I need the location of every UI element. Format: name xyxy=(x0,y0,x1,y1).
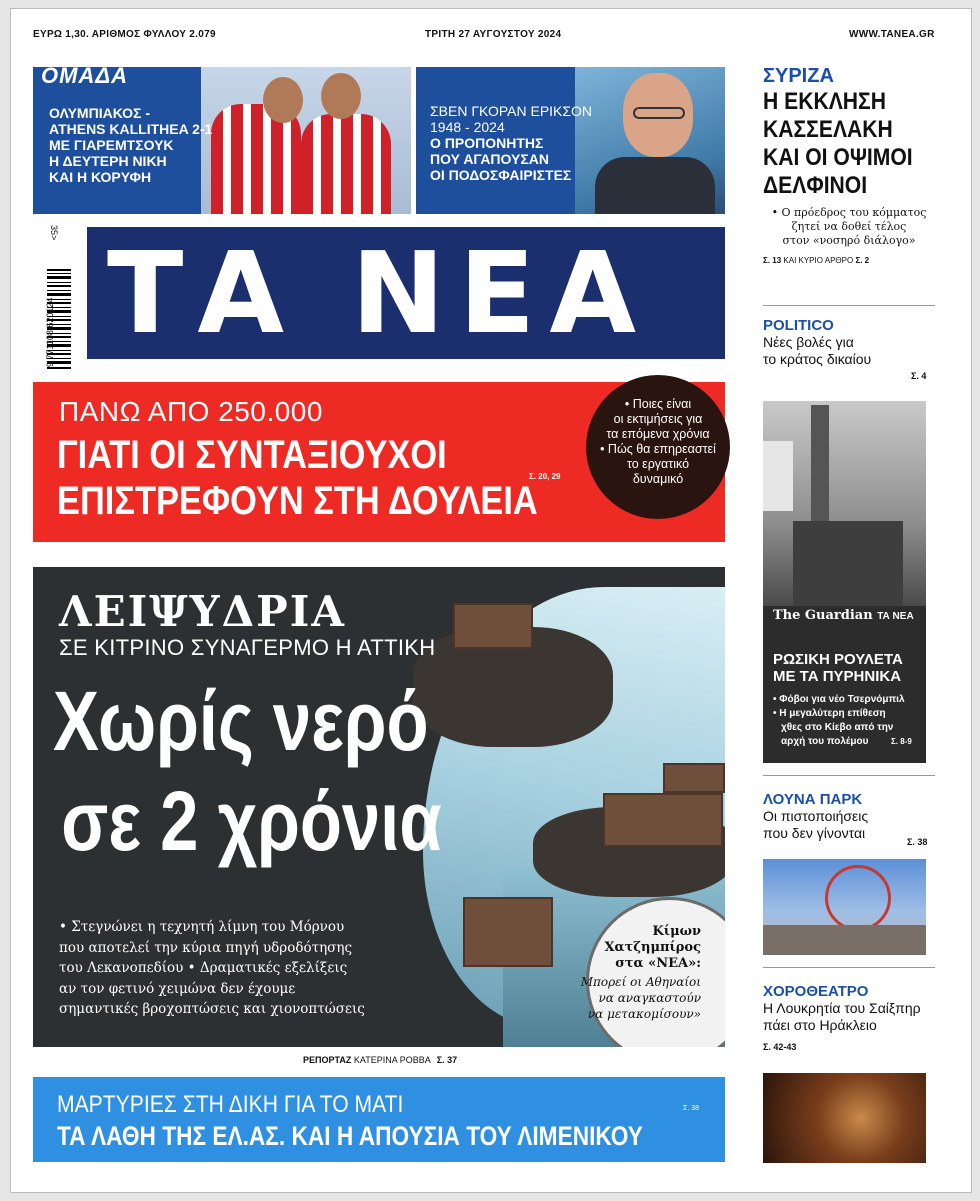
syriza-label: ΣΥΡΙΖΑ xyxy=(763,65,834,87)
masthead[interactable] xyxy=(87,227,725,359)
syriza-bullets xyxy=(763,206,935,248)
bullet-line: • Η μεγαλύτερη επίθεση xyxy=(773,708,886,719)
headline-line: ΜΕ ΤΑ ΠΥΡΗΝΙΚΑ xyxy=(773,668,902,685)
pensioners-kicker: ΠΑΝΩ ΑΠΟ 250.000 xyxy=(59,396,323,427)
syriza-page-refs xyxy=(763,256,935,265)
guardian-page-ref: Σ. 8-9 xyxy=(891,737,912,746)
guardian-headline xyxy=(773,651,903,685)
theatre-text xyxy=(763,1000,935,1034)
ferris-wheel xyxy=(825,865,891,931)
name-line: στα «ΝΕΑ»: xyxy=(615,956,701,971)
main-story-drought[interactable] xyxy=(33,567,725,1047)
byline-page: Σ. 37 xyxy=(436,1055,458,1065)
bullet-line: οι εκτιμήσεις για xyxy=(613,412,703,426)
guardian-logo-suffix: ΤΑ ΝΕΑ xyxy=(877,611,914,622)
luna-park-page-ref: Σ. 38 xyxy=(907,837,928,847)
politico-story[interactable] xyxy=(763,317,935,381)
bullet-line: χθες στο Κίεβο από την xyxy=(781,722,894,733)
name-line: Κίμων xyxy=(652,924,701,939)
bullet-line: ζητεί να δοθεί τέλος xyxy=(791,220,907,233)
teaser-line: Η ΔΕΥΤΕΡΗ ΝΙΚΗ xyxy=(49,153,167,169)
headline-line: ΡΩΣΙΚΗ ΡΟΥΛΕΤΑ xyxy=(773,651,903,668)
luna-park-label: ΛΟΥΝΑ ΠΑΡΚ xyxy=(763,791,863,808)
divider xyxy=(763,967,935,968)
pensioners-page-ref: Σ. 20, 29 xyxy=(529,472,561,481)
headline-line: ΓΙΑΤΙ ΟΙ ΣΥΝΤΑΞΙΟΥΧΟΙ xyxy=(57,433,447,477)
teaser-line: ATHENS KALLITHEA 2-1 xyxy=(49,121,213,137)
teaser-eriksson[interactable] xyxy=(416,67,725,214)
theatre-label: ΧΟΡΟΘΕΑΤΡΟ xyxy=(763,983,869,1000)
bullet-line: τα επόμενα χρόνια xyxy=(606,427,710,441)
text-line: Η Λουκρητία του Σαίξπηρ xyxy=(763,1000,921,1016)
expert-name xyxy=(581,924,701,972)
text-line: Οι πιστοποιήσεις xyxy=(763,808,869,824)
submerged-ruin xyxy=(463,897,553,967)
chernobyl-photo xyxy=(763,401,926,606)
drought-kicker: ΛΕΙΨΥΔΡΙΑ xyxy=(59,587,346,636)
politico-page-ref: Σ. 4 xyxy=(911,371,927,381)
quote-line: να αναγκαστούν xyxy=(598,991,701,1005)
teaser-line: ΠΟΥ ΑΓΑΠΟΥΣΑΝ xyxy=(430,151,549,167)
syriza-headline xyxy=(763,88,914,200)
luna-park-photo[interactable] xyxy=(763,859,926,955)
bullet-line: • Ποιες είναι xyxy=(624,397,692,411)
teaser-line: ΣΒΕΝ ΓΚΟΡΑΝ ΕΡΙΚΣΟΝ xyxy=(430,103,593,119)
page-ref: Σ. 13 xyxy=(763,256,782,265)
text-line: που δεν γίνονται xyxy=(763,825,866,841)
coat xyxy=(595,157,715,214)
bullet-line: αρχή του πολέμου xyxy=(781,736,869,747)
submerged-ruin xyxy=(603,793,723,847)
byline-name: ΚΑΤΕΡΙΝΑ ΡΟΒΒΑ xyxy=(353,1055,431,1065)
teaser-olympiacos-text xyxy=(49,105,249,185)
text-line: Νέες βολές για xyxy=(763,334,854,350)
mati-line2: ΤΑ ΛΑΘΗ ΤΗΣ ΕΛ.ΑΣ. ΚΑΙ Η ΑΠΟΥΣΙΑ ΤΟΥ ΛΙΜΕΝΙΚΟΥ xyxy=(57,1121,643,1151)
divider xyxy=(763,305,935,306)
headline-line: ΚΑΣΣΕΛΑΚΗ xyxy=(763,116,893,143)
teaser-line: 1948 - 2024 xyxy=(430,119,505,135)
drought-subkicker: ΣΕ ΚΙΤΡΙΝΟ ΣΥΝΑΓΕΡΜΟ Η ΑΤΤΙΚΗ xyxy=(59,635,436,660)
side-building xyxy=(763,441,793,511)
guardian-story[interactable] xyxy=(763,401,926,763)
body-line: αν τον φετινό χειμώνα δεν έχουμε xyxy=(59,980,296,997)
bullet-line: το εργατικό xyxy=(626,457,690,471)
theatre-story[interactable] xyxy=(763,983,935,1052)
lucretia-painting[interactable] xyxy=(763,1073,926,1163)
teaser-line: ΟΛΥΜΠΙΑΚΟΣ - xyxy=(49,105,151,121)
teaser-line: Ο ΠΡΟΠΟΝΗΤΗΣ xyxy=(430,135,544,151)
headline-line: ΔΕΛΦΙΝΟΙ xyxy=(763,172,868,199)
price-issue: ΕΥΡΩ 1,30. ΑΡΙΘΜΟΣ ΦΥΛΛΟΥ 2.079 xyxy=(33,29,216,40)
player-head xyxy=(263,77,303,123)
headline-line: Η ΕΚΚΛΗΣΗ xyxy=(763,88,886,115)
glasses xyxy=(633,107,685,119)
issue-date: ΤΡΙΤΗ 27 ΑΥΓΟΥΣΤΟΥ 2024 xyxy=(425,29,562,40)
quote-line: Μπορεί οι Αθηναίοι xyxy=(580,975,701,989)
body-line: που αποτελεί την κύρια πηγή υδροδότησης xyxy=(59,939,353,956)
divider xyxy=(763,775,935,776)
body-line: σημαντικές βροχοπτώσεις και χιονοπτώσεις xyxy=(59,1001,365,1017)
headline-line: σε 2 χρόνια xyxy=(61,774,442,868)
section-omada: ΟΜΑΔΑ xyxy=(41,67,128,88)
page-ref-note: ΚΑΙ ΚΥΡΙΟ ΑΡΘΡΟ xyxy=(783,256,854,265)
name-line: Χατζημπίρος xyxy=(604,940,701,955)
expert-quote xyxy=(561,974,701,1022)
submerged-ruin xyxy=(663,763,725,793)
barcode-number: 9 771108 620124 xyxy=(45,297,55,367)
website[interactable]: WWW.TANEA.GR xyxy=(849,29,935,40)
submerged-ruin xyxy=(453,603,533,649)
pensioners-bullets-circle xyxy=(586,375,730,519)
ground xyxy=(763,925,926,955)
pensioners-story[interactable] xyxy=(33,382,725,542)
headline-line: ΕΠΙΣΤΡΕΦΟΥΝ ΣΤΗ ΔΟΥΛΕΙΑ xyxy=(57,479,538,523)
text-line: το κράτος δικαίου xyxy=(763,351,872,367)
drought-body xyxy=(59,917,365,1020)
newspaper-title: ΤΑ ΝΕΑ xyxy=(107,229,650,359)
body-line: • Στεγνώνει η τεχνητή λίμνη του Μόρνου xyxy=(59,919,345,935)
guardian-logo-text: The Guardian xyxy=(773,608,873,623)
bullet-line: • Ο πρόεδρος του κόμματος xyxy=(771,206,927,219)
mati-page-ref: Σ. 38 xyxy=(683,1105,700,1112)
drought-headline xyxy=(53,671,442,871)
guardian-bullets xyxy=(773,693,905,749)
byline xyxy=(303,1055,457,1065)
politico-label: POLITICO xyxy=(763,317,834,334)
teaser-eriksson-text xyxy=(430,103,600,183)
page-ref: Σ. 2 xyxy=(855,256,870,265)
player-jersey xyxy=(301,114,391,214)
quote-line: να μετακομίσουν» xyxy=(587,1007,701,1021)
barcode xyxy=(35,221,71,371)
mati-line1: ΜΑΡΤΥΡΙΕΣ ΣΤΗ ΔΙΚΗ ΓΙΑ ΤΟ ΜΑΤΙ xyxy=(57,1091,404,1118)
teaser-line: ΟΙ ΠΟΔΟΣΦΑΙΡΙΣΤΕΣ xyxy=(430,167,572,183)
barcode-issue: 35> xyxy=(49,225,59,241)
syriza-story[interactable] xyxy=(763,65,935,265)
headline-line: Χωρίς νερό xyxy=(53,674,429,768)
player-head xyxy=(321,73,361,119)
mati-trial-story[interactable] xyxy=(33,1077,725,1162)
luna-park-story[interactable] xyxy=(763,791,935,847)
teaser-olympiacos[interactable] xyxy=(33,67,411,214)
theatre-page-ref: Σ. 42-43 xyxy=(763,1042,797,1052)
newspaper-front-page xyxy=(10,8,972,1193)
bullet-line: • Πώς θα επηρεαστεί xyxy=(600,442,716,456)
bullet-line: δυναμικό xyxy=(632,472,684,486)
text-line: πάει στο Ηράκλειο xyxy=(763,1017,877,1033)
headline-line: ΚΑΙ ΟΙ ΟΨΙΜΟΙ xyxy=(763,144,913,171)
bullet-line: • Φόβοι για νέο Τσερνόμπιλ xyxy=(773,694,905,705)
politico-text xyxy=(763,334,935,368)
teaser-line: ΚΑΙ Η ΚΟΡΥΦΗ xyxy=(49,169,152,185)
reactor-building xyxy=(793,521,903,606)
body-line: του Λεκανοπεδίου • Δραματικές εξελίξεις xyxy=(59,960,348,976)
guardian-logo xyxy=(773,609,914,623)
bullet-line: στον «νοσηρό διάλογο» xyxy=(782,234,916,247)
byline-label: ΡΕΠΟΡΤΑΖ xyxy=(303,1055,352,1065)
teaser-line: ΜΕ ΓΙΑΡΕΜΤΣΟΥΚ xyxy=(49,137,174,153)
